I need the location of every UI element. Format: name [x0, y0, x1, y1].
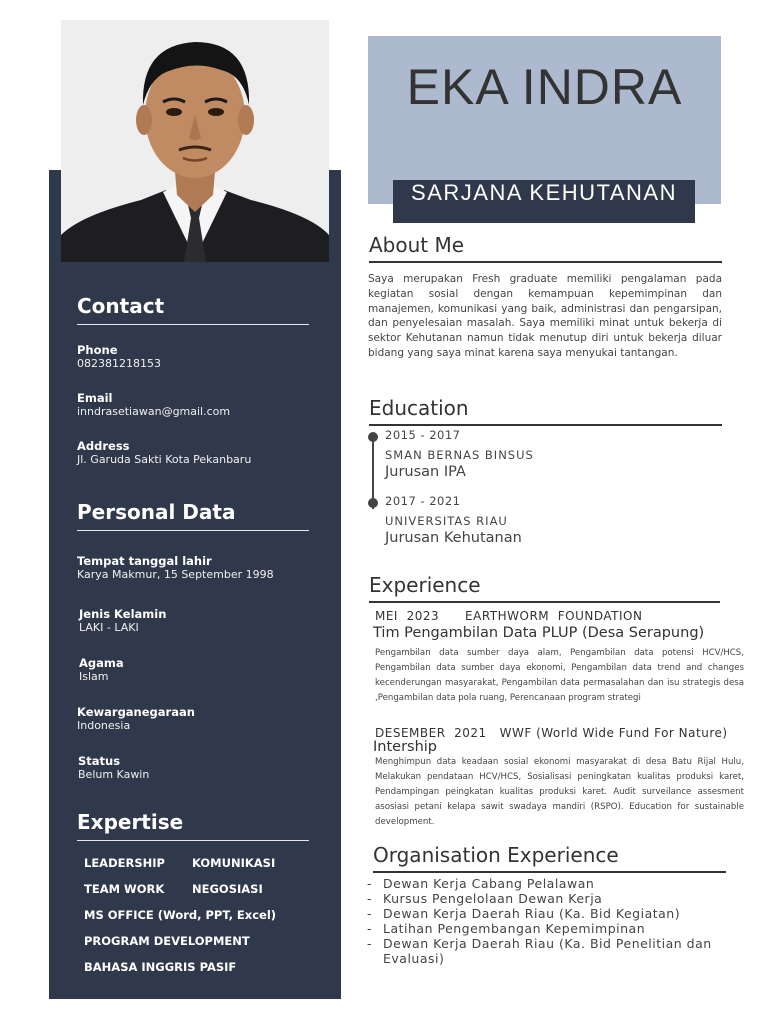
status-value: Belum Kawin [78, 768, 150, 781]
experience-description: Pengambilan data sumber daya alam, Pengambilan data potensi HCV/HCS, Pengambilan data sumber daya ekonomi, Pengambilan data trend and changes kecenderungan masyarakat, Pengambilan data permasalahan dan isu strategis desa ,Pengambilan data pola ruang, Perencanaan program strategi [375, 648, 744, 703]
personal-data-section [77, 500, 309, 800]
birth-item [77, 555, 317, 581]
phone-item [77, 344, 161, 370]
birth-value: Karya Makmur, 15 September 1998 [77, 568, 274, 581]
organisation-item: - Dewan Kerja Daerah Riau (Ka. Bid Penelitian dan Evaluasi) [367, 936, 737, 966]
skill-item: LEADERSHIP [84, 856, 165, 870]
expertise-section [77, 810, 309, 850]
religion-item [79, 657, 124, 683]
expertise-heading: Expertise [77, 810, 309, 841]
contact-heading: Contact [77, 294, 309, 325]
experience-role: Intership [373, 739, 438, 755]
gender-item [79, 608, 166, 634]
experience-heading: Experience [369, 573, 720, 603]
timeline-dot [368, 432, 378, 442]
education-school: SMAN BERNAS BINSUS [385, 448, 534, 462]
skill-item: BAHASA INGGRIS PASIF [84, 960, 237, 974]
phone-label: Phone [77, 343, 118, 357]
experience-role: Tim Pengambilan Data PLUP (Desa Serapung) [373, 625, 705, 641]
education-major: Jurusan IPA [385, 464, 466, 480]
personal-data-heading: Personal Data [77, 500, 309, 531]
skill-item: NEGOSIASI [192, 882, 263, 896]
name-banner [368, 36, 721, 204]
organisation-list [367, 876, 737, 966]
profile-photo [61, 20, 329, 262]
status-item [78, 755, 149, 781]
organisation-item: - Dewan Kerja Cabang Pelalawan [367, 876, 737, 891]
education-school: UNIVERSITAS RIAU [385, 514, 508, 528]
address-label: Address [77, 439, 130, 453]
person-name: EKA INDRA [406, 59, 683, 115]
organisation-item: - Dewan Kerja Daerah Riau (Ka. Bid Kegiatan) [367, 906, 737, 921]
education-heading: Education [369, 396, 722, 426]
organisation-item: - Latihan Pengembangan Kepemimpinan [367, 921, 737, 936]
about-heading: About Me [369, 233, 722, 263]
organisation-heading: Organisation Experience [373, 843, 726, 873]
about-text: Saya merupakan Fresh graduate memiliki pengalaman pada kegiatan sosial dengan kemampuan kepemimpinan dan manajemen, komunikasi yang baik, administrasi dan pengarsipan, dan penyelesaian masalah. Saya memiliki minat untuk bekerja di sektor Kehutanan namun tidak menutup diri untuk bekerja diluar bidang yang saya minat karena saya menyukai tantangan. [368, 273, 722, 359]
nationality-value: Indonesia [77, 719, 131, 732]
experience-header: MEI 2023 EARTHWORM FOUNDATION [375, 609, 643, 623]
education-years: 2015 - 2017 [385, 428, 461, 442]
organisation-item: - Kursus Pengelolaan Dewan Kerja [367, 891, 737, 906]
timeline-dot [368, 498, 378, 508]
religion-value: Islam [79, 670, 109, 683]
phone-value: 082381218153 [77, 357, 161, 370]
gender-value: LAKI - LAKI [79, 621, 139, 634]
nationality-label: Kewarganegaraan [77, 705, 195, 719]
address-item [77, 440, 317, 466]
education-entry [385, 428, 534, 480]
degree-title: SARJANA KEHUTANAN [411, 180, 677, 205]
email-value: inndrasetiawan@gmail.com [77, 405, 231, 418]
skill-item: KOMUNIKASI [192, 856, 276, 870]
contact-section [77, 294, 309, 494]
education-entry [385, 494, 522, 546]
nationality-item [77, 706, 195, 732]
education-major: Jurusan Kehutanan [385, 530, 522, 546]
status-label: Status [78, 754, 121, 768]
email-label: Email [77, 391, 113, 405]
experience-description: Menghimpun data keadaan sosial ekonomi masyarakat di desa Batu Rijal Hulu, Melakukan pendataan HCV/HCS, Sosialisasi peningkatan kualitas produksi karet, Pendampingan peingkatan kualitas produksi karet. Audit surveilance assesment asosiasi petani kelapa sawit swadaya mandiri (RSPO). Education for sustainable development. [375, 757, 744, 827]
education-years: 2017 - 2021 [385, 494, 461, 508]
skill-item: TEAM WORK [84, 882, 165, 896]
skill-item: MS OFFICE (Word, PPT, Excel) [84, 908, 277, 922]
skill-item: PROGRAM DEVELOPMENT [84, 934, 250, 948]
religion-label: Agama [79, 656, 124, 670]
degree-bar [393, 180, 695, 223]
gender-label: Jenis Kelamin [79, 607, 167, 621]
experience-header: DESEMBER 2021 WWF (World Wide Fund For Nature) [375, 726, 728, 740]
email-item [77, 392, 230, 418]
address-value: Jl. Garuda Sakti Kota Pekanbaru [77, 453, 252, 466]
birth-label: Tempat tanggal lahir [77, 554, 212, 568]
